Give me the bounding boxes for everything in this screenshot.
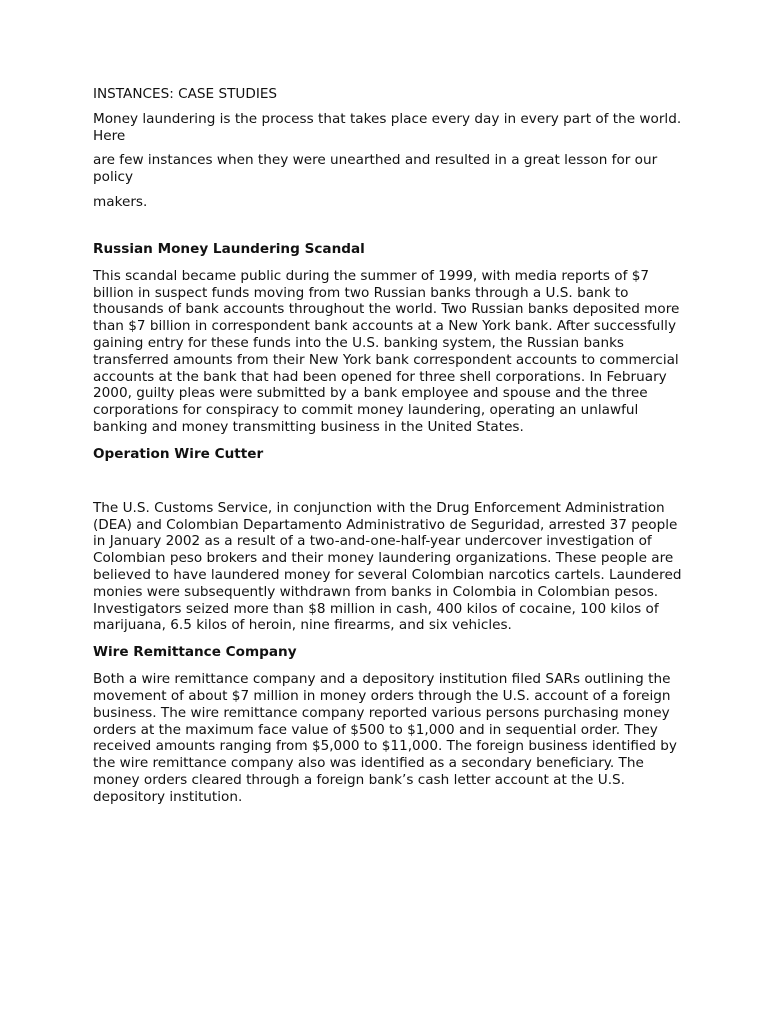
intro-paragraph-2: are few instances when they were unearthed and resulted in a great lesson for our policy bbox=[93, 152, 658, 186]
intro-paragraph-3: makers. bbox=[93, 193, 148, 210]
document-page bbox=[93, 86, 683, 806]
section-heading-wire-cutter: Operation Wire Cutter bbox=[93, 445, 264, 462]
spacer bbox=[93, 258, 683, 268]
spacer bbox=[93, 103, 683, 111]
spacer bbox=[93, 661, 683, 671]
spacer bbox=[93, 233, 683, 241]
section-body-wire-remittance: Both a wire remittance company and a depository institution filed SARs outlining the movement of about $7 million in money orders through the U.S. account of a foreign business. The wire remittance company reported various persons purchasing money orders at the maximum face value of $500 to $1,000 and in sequential order. They received amounts ranging from $5,000 to $11,000. The foreign business identified by the wire remittance company also was identified as a secondary beneficiary. The money orders cleared through a foreign bank’s cash letter account at the U.S. depository institution. bbox=[93, 671, 677, 805]
spacer bbox=[93, 463, 683, 500]
spacer bbox=[93, 186, 683, 194]
spacer bbox=[93, 144, 683, 152]
section-heading-wire-remittance: Wire Remittance Company bbox=[93, 644, 297, 661]
document-title: INSTANCES: CASE STUDIES bbox=[93, 86, 278, 102]
section-heading-russian-scandal: Russian Money Laundering Scandal bbox=[93, 240, 365, 257]
section-body-wire-cutter: The U.S. Customs Service, in conjunction with the Drug Enforcement Administration (DEA) and Colombian Departamento Administrativo de Seguridad, arrested 37 people in January 2002 as a result of a two-and-one-half-year undercover investigation of Colombian peso brokers and their money laundering organizations. These people are believed to have laundered money for several Colombian narcotics cartels. Laundered monies were subsequently withdrawn from banks in Colombia in Colombian pesos. Investigators seized more than $8 million in cash, 400 kilos of cocaine, 100 kilos of marijuana, 6.5 kilos of heroin, nine firearms, and six vehicles. bbox=[93, 499, 682, 634]
intro-paragraph-1: Money laundering is the process that takes place every day in every part of the world. Here bbox=[93, 110, 682, 144]
spacer bbox=[93, 211, 683, 233]
spacer bbox=[93, 436, 683, 446]
section-body-russian-scandal: This scandal became public during the summer of 1999, with media reports of $7 billion in suspect funds moving from two Russian banks through a U.S. bank to thousands of bank accounts throughout the world. Two Russian banks deposited more than $7 billion in correspondent bank accounts at a New York bank. After successfully gaining entry for these funds into the U.S. banking system, the Russian banks transferred amounts from their New York bank correspondent accounts to commercial accounts at the bank that had been opened for three shell corporations. In February 2000, guilty pleas were submitted by a bank employee and spouse and the three corporations for conspiracy to commit money laundering, operating an unlawful banking and money transmitting business in the United States. bbox=[93, 267, 680, 435]
spacer bbox=[93, 634, 683, 644]
